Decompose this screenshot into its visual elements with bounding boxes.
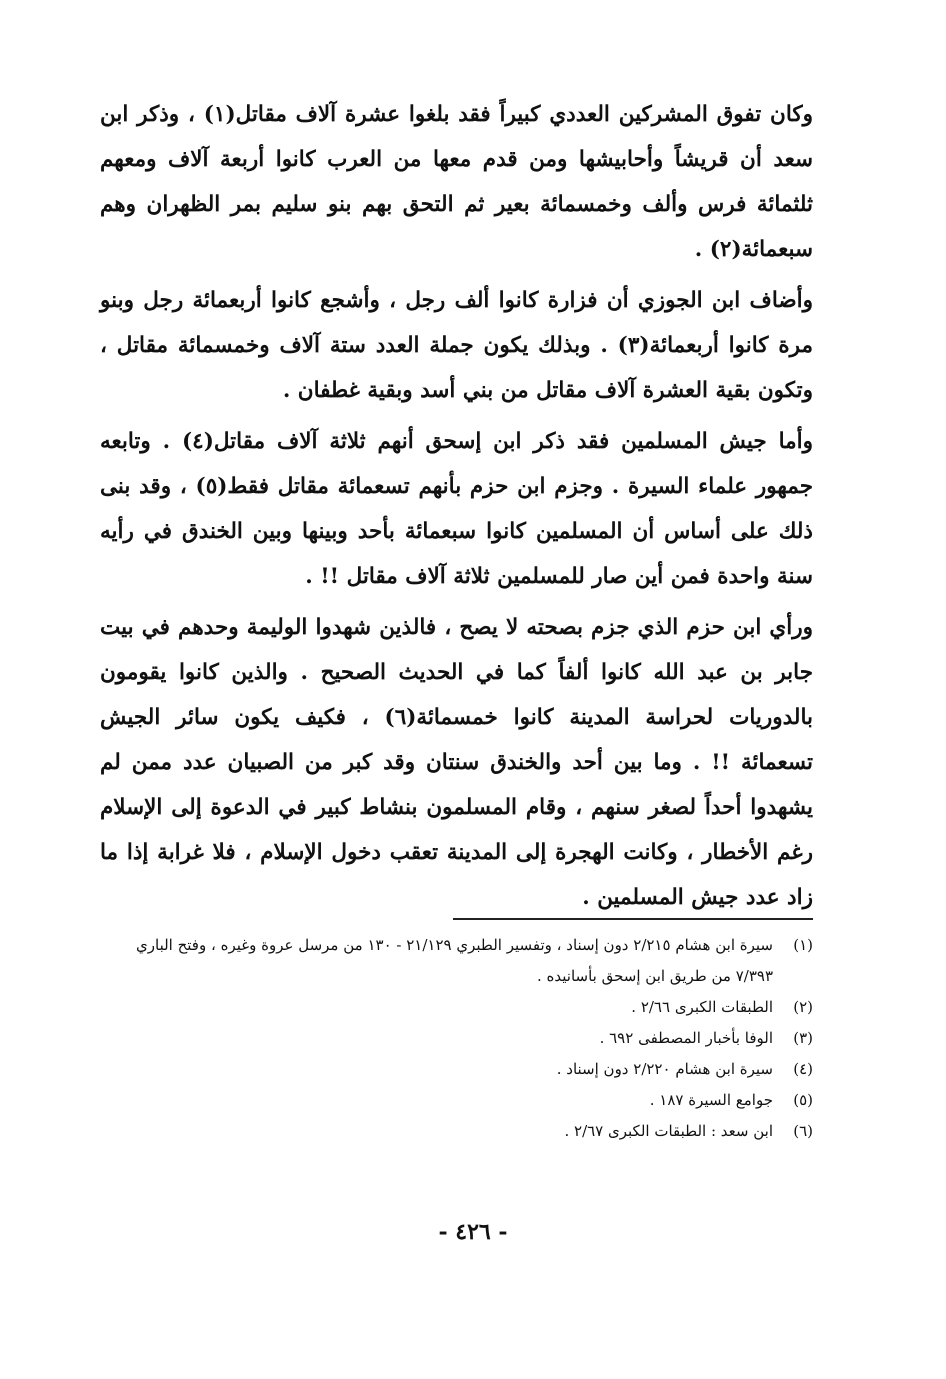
footnote-number: (٥) xyxy=(793,1091,813,1109)
page-number: - ٤٢٦ - xyxy=(438,1219,508,1245)
footnote-text: جوامع السيرة ١٨٧ . xyxy=(649,1091,773,1109)
footnote-text: سيرة ابن هشام ٢/٢١٥ دون إسناد ، وتفسير الطبري ٢١/١٢٩ - ١٣٠ من مرسل عروة وغيره ، وفتح الباري ٧/٣٩٣ من طريق ابن إسحق بأسانيده . xyxy=(136,936,773,985)
body-text xyxy=(100,92,813,920)
footnote-number: (٢) xyxy=(793,998,813,1016)
footnote-text: ابن سعد : الطبقات الكبرى ٢/٦٧ . xyxy=(564,1122,773,1140)
footnotes-list xyxy=(128,930,813,1147)
footnote-text: الوفا بأخبار المصطفى ٦٩٢ . xyxy=(599,1029,773,1047)
footnote-1 xyxy=(128,930,813,992)
footnote-6 xyxy=(128,1116,813,1147)
paragraph-2: وأضاف ابن الجوزي أن فزارة كانوا ألف رجل ، وأشجع كانوا أربعمائة رجل وبنو مرة كانوا أربعمائة(٣) . وبذلك يكون جملة العدد ستة آلاف وخمسمائة مقاتل ، وتكون بقية العشرة آلاف مقاتل من بني أسد وبقية غطفان . xyxy=(100,288,813,403)
footnote-2 xyxy=(128,992,813,1023)
paragraph-1: وكان تفوق المشركين العددي كبيراً فقد بلغوا عشرة آلاف مقاتل(١) ، وذكر ابن سعد أن قريشاً وأحابيشها ومن قدم معها من العرب كانوا أربعة آلاف ومعهم ثلثمائة فرس وألف وخمسمائة بعير ثم التحق بهم بنو سليم بمر الظهران وهم سبعمائة(٢) . xyxy=(100,102,813,262)
footnote-number: (٦) xyxy=(793,1122,813,1140)
footnote-text: الطبقات الكبرى ٢/٦٦ . xyxy=(631,998,773,1016)
footnote-text: سيرة ابن هشام ٢/٢٢٠ دون إسناد . xyxy=(556,1060,773,1078)
footnote-number: (١) xyxy=(793,936,813,954)
paragraph-3: وأما جيش المسلمين فقد ذكر ابن إسحق أنهم ثلاثة آلاف مقاتل(٤) . وتابعه جمهور علماء السيرة . وجزم ابن حزم بأنهم تسعمائة مقاتل فقط(٥) ، وقد بنى ذلك على أساس أن المسلمين كانوا سبعمائة بأحد وبينها وبين الخندق في رأيه سنة واحدة فمن أين صار للمسلمين ثلاثة آلاف مقاتل !! . xyxy=(100,429,814,589)
footnote-5 xyxy=(128,1085,813,1116)
footnote-number: (٤) xyxy=(793,1060,813,1078)
footnote-divider xyxy=(453,918,813,920)
paragraph-4: ورأي ابن حزم الذي جزم بصحته لا يصح ، فالذين شهدوا الوليمة وحدهم في بيت جابر بن عبد الله كانوا ألفاً كما في الحديث الصحيح . والذين كانوا يقومون بالدوريات لحراسة المدينة كانوا خمسمائة(٦) ، فكيف يكون سائر الجيش تسعمائة !! . وما بين أحد والخندق سنتان وقد كبر من الصبيان عدد ممن لم يشهدوا أحداً لصغر سنهم ، وقام المسلمون بنشاط كبير في الدعوة إلى الإسلام رغم الأخطار ، وكانت الهجرة إلى المدينة تعقب دخول الإسلام ، فلا غرابة إذا ما زاد عدد جيش المسلمين . xyxy=(100,615,813,910)
footnote-4 xyxy=(128,1054,813,1085)
footnote-number: (٣) xyxy=(793,1029,813,1047)
footnote-3 xyxy=(128,1023,813,1054)
